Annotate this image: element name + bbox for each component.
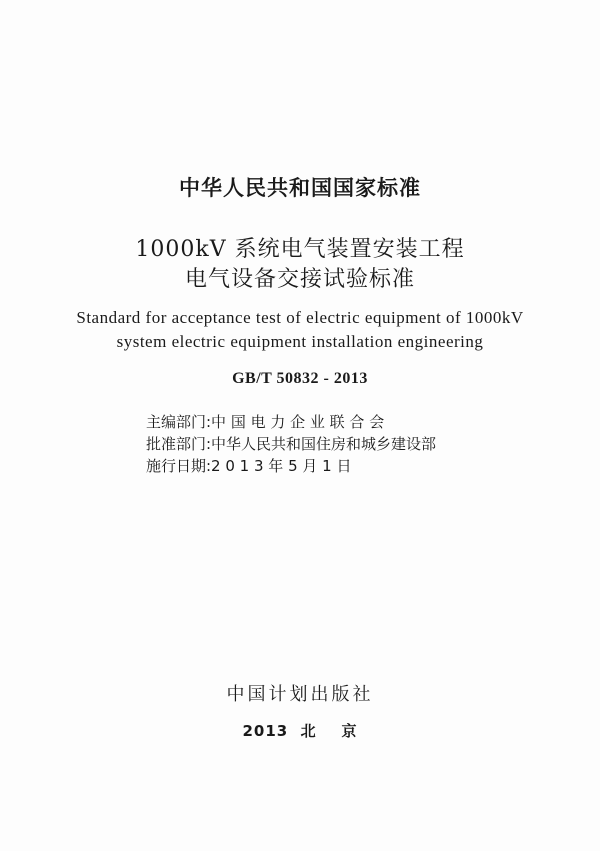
title-chinese-line-1: 1000kV 系统电气装置安装工程	[135, 237, 465, 262]
editor-department: 主编部门:中 国 电 力 企 业 联 合 会	[146, 413, 385, 431]
publisher-name: 中国计划出版社	[226, 684, 374, 705]
standard-code: GB/T 50832 - 2013	[232, 370, 368, 387]
publication-year-place: 2013 北 京	[242, 722, 358, 740]
title-english-line-1: Standard for acceptance test of electric equipment of 1000kV	[76, 308, 524, 327]
approval-department: 批准部门:中华人民共和国住房和城乡建设部	[146, 435, 437, 453]
title-chinese-line-2: 电气设备交接试验标准	[184, 267, 415, 292]
standard-category: 中华人民共和国国家标准	[179, 176, 421, 200]
title-english-line-2: system electric equipment installation engineering	[116, 332, 484, 351]
effective-date: 施行日期:2 0 1 3 年 5 月 1 日	[146, 457, 352, 475]
standard-info	[146, 411, 436, 477]
